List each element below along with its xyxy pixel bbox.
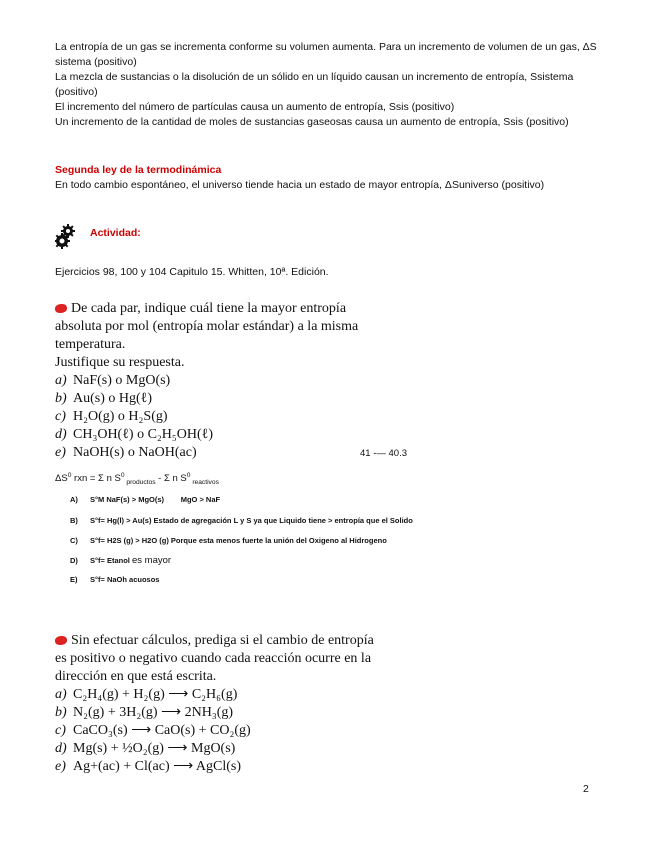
second-law-text: En todo cambio espontáneo, el universo tiende hacia un estado de mayor entropía, ΔSuniverso (positivo): [55, 179, 545, 191]
question-2-item: b) N₂(g) + 3H₂(g) ⟶ 2NH₃(g): [55, 705, 234, 720]
question-2-image: [55, 632, 374, 776]
page-number: 2: [583, 783, 589, 795]
second-law-heading: Segunda ley de la termodinámica: [55, 164, 222, 176]
question-2-item: c) CaCO₃(s) ⟶ CaO(s) + CO₂(g): [55, 723, 251, 738]
question-2-item: d) Mg(s) + ½O₂(g) ⟶ MgO(s): [55, 741, 236, 756]
question-1-item: a) NaF(s) o MgO(s): [55, 373, 171, 388]
question-2-title-line: Sin efectuar cálculos, prediga si el cambio de entropía: [55, 632, 374, 650]
question-1-title-line: Justifique su respuesta.: [55, 355, 185, 370]
gears-icon: [55, 224, 77, 250]
intro-paragraph-3: El incremento del número de partículas causa un aumento de entropía, Ssis (positivo): [55, 101, 455, 113]
entropy-formula: $\Delta S^0$ rxn = Σ n $S^0$ $_{productos}$ - Σ n $S^0$ $_{reactivos}$: [55, 472, 219, 487]
question-2-item: e) Ag+(ac) + Cl(ac) ⟶ AgCl(s): [55, 759, 242, 774]
question-1-item: e) NaOH(s) o NaOH(ac): [55, 445, 197, 460]
bullet-icon: [55, 304, 67, 313]
answer-d: D) S°f= Etanol es mayor: [70, 555, 172, 566]
answer-b: B) S°f= Hg(l) > Au(s) Estado de agregación L y S ya que Liquido tiene > entropía que el Solido: [70, 516, 413, 525]
activity-label: Actividad:: [90, 227, 141, 239]
intro-paragraph-4: Un incremento de la cantidad de moles de sustancias gaseosas causa un aumento de entropía, Ssis (positivo): [55, 116, 569, 128]
question-2-title-line: es positivo o negativo cuando cada reacción ocurre en la: [55, 651, 372, 666]
question-1-title-line: temperatura.: [55, 337, 126, 352]
answer-e: E) S°f= NaOh acuosos: [70, 575, 160, 584]
bullet-icon: [55, 636, 67, 645]
question-1-item: c) H₂O(g) o H₂S(g): [55, 409, 168, 424]
side-note: 41 -— 40.3: [360, 448, 407, 459]
intro-paragraph-2: La mezcla de sustancias o la disolución de un sólido en un líquido causan un incremento de entropía, Ssistema (positivo): [55, 71, 574, 98]
question-1-item: b) Au(s) o Hg(ℓ): [55, 391, 153, 406]
question-2-item: a) C₂H₄(g) + H₂(g) ⟶ C₂H₆(g): [55, 687, 238, 702]
question-1-title-line: absoluta por mol (entropía molar estándar) a la misma: [55, 319, 359, 334]
answer-c: C) S°f= H2S (g) > H2O (g) Porque esta menos fuerte la unión del Oxigeno al Hidrogeno: [70, 536, 387, 545]
question-1-item: d) CH₃OH(ℓ) o C₂H₅OH(ℓ): [55, 427, 214, 442]
exercises-reference: Ejercicios 98, 100 y 104 Capitulo 15. Whitten, 10ª. Edición.: [55, 266, 329, 278]
question-1-image: [55, 300, 358, 462]
question-2-title-line: dirección en que está escrita.: [55, 669, 217, 684]
answer-a: A) S°M NaF(s) > MgO(s) MgO > NaF: [70, 495, 221, 504]
intro-paragraph-1: La entropía de un gas se incrementa conforme su volumen aumenta. Para un incremento de volumen de un gas, ΔS sistema (positivo): [55, 41, 597, 68]
question-1-title-line: De cada par, indique cuál tiene la mayor entropía: [55, 300, 358, 318]
